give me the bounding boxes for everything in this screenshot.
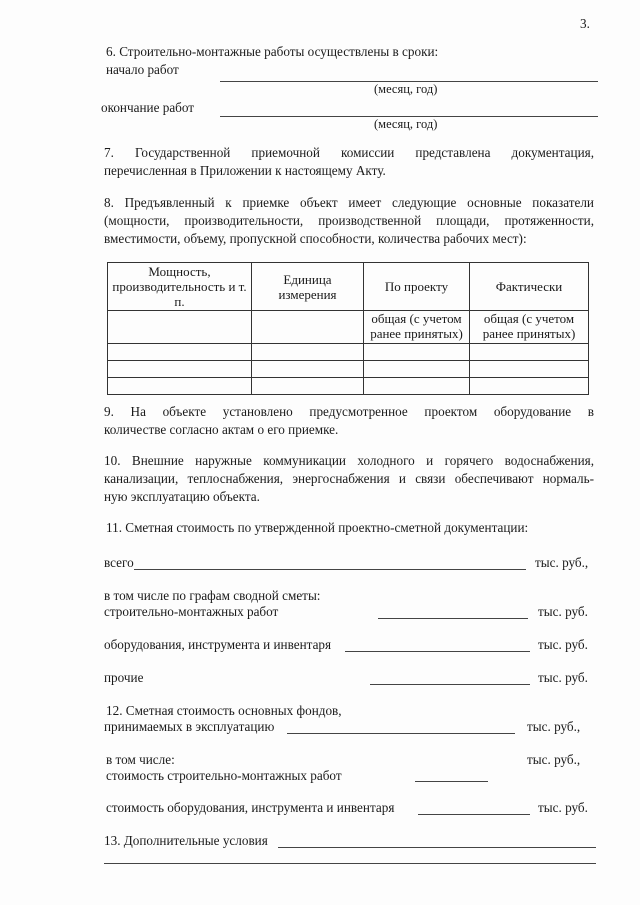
table-cell [252, 311, 364, 344]
section-10-line-3: ную эксплуатацию объекта. [104, 489, 260, 504]
construction-label: строительно-монтажных работ [104, 604, 279, 619]
accepted-line [287, 733, 515, 734]
section-7-line-2: перечисленная в Приложении к настоящему Акту. [104, 163, 386, 178]
section-10-line-1: 10. Внешние наружные коммуникации холодного и горячего водоснабжения, [104, 453, 594, 468]
accepted-unit: тыс. руб., [527, 719, 581, 734]
section-9-line-1: 9. На объекте установлено предусмотренное проектом оборудование в [104, 404, 594, 419]
table-row [108, 344, 589, 361]
sub-project: общая (с учетом ранее принятых) [364, 311, 470, 344]
other-unit: тыс. руб. [538, 670, 588, 685]
header-unit: Единица измерения [252, 263, 364, 311]
equipment-unit: тыс. руб. [538, 637, 588, 652]
s12-equipment-label: стоимость оборудования, инструмента и инвентаря [106, 800, 395, 815]
other-line [370, 684, 530, 685]
table-cell [108, 311, 252, 344]
end-label: окончание работ [101, 100, 195, 115]
s12-construction-line [415, 781, 488, 782]
total-unit: тыс. руб., [535, 555, 589, 570]
equipment-label: оборудования, инструмента и инвентаря [104, 637, 332, 652]
sub-actual: общая (с учетом ранее принятых) [470, 311, 589, 344]
s12-equipment-line [418, 814, 530, 815]
end-hint: (месяц, год) [374, 117, 438, 131]
incl-label: в том числе по графам сводной сметы: [104, 588, 321, 603]
page-number: 3. [580, 16, 590, 31]
conditions-line-2 [104, 863, 596, 864]
s12-equipment-unit: тыс. руб. [538, 800, 588, 815]
section-8-line-1: 8. Предъявленный к приемке объект имеет следующие основные показатели [104, 195, 594, 210]
other-label: прочие [104, 670, 144, 685]
s12-incl-unit: тыс. руб., [527, 752, 581, 767]
header-actual: Фактически [470, 263, 589, 311]
table-row [108, 378, 589, 395]
start-hint: (месяц, год) [374, 82, 438, 96]
total-line [134, 569, 526, 570]
section-8-line-2: (мощности, производительности, производственной площади, протяженности, [104, 213, 594, 228]
section-12-title: 12. Сметная стоимость основных фондов, [106, 703, 342, 718]
s12-incl-label: в том числе: [106, 752, 175, 767]
construction-unit: тыс. руб. [538, 604, 588, 619]
equipment-line [345, 651, 530, 652]
section-11-title: 11. Сметная стоимость по утвержденной проектно-сметной документации: [106, 520, 529, 535]
conditions-line [278, 847, 596, 848]
construction-line [378, 618, 528, 619]
table-row [108, 361, 589, 378]
section-9-line-2: количестве согласно актам о его приемке. [104, 422, 339, 437]
header-project: По проекту [364, 263, 470, 311]
section-13-title: 13. Дополнительные условия [104, 833, 268, 848]
section-6-title: 6. Строительно-монтажные работы осуществлены в сроки: [106, 44, 439, 59]
section-10-line-2: канализации, теплоснабжения, энергоснабжения и связи обеспечивают нормаль- [104, 471, 594, 486]
indicators-table [107, 262, 589, 395]
s12-construction-label: стоимость строительно-монтажных работ [106, 768, 342, 783]
section-8-line-3: вместимости, объему, пропускной способности, количества рабочих мест): [104, 231, 527, 246]
header-capacity: Мощность, производительность и т. п. [108, 263, 252, 311]
section-7-line-1: 7. Государственной приемочной комиссии представлена документация, [104, 145, 594, 160]
accepted-label: принимаемых в эксплуатацию [104, 719, 275, 734]
start-label: начало работ [106, 62, 179, 77]
total-label: всего [104, 555, 134, 570]
